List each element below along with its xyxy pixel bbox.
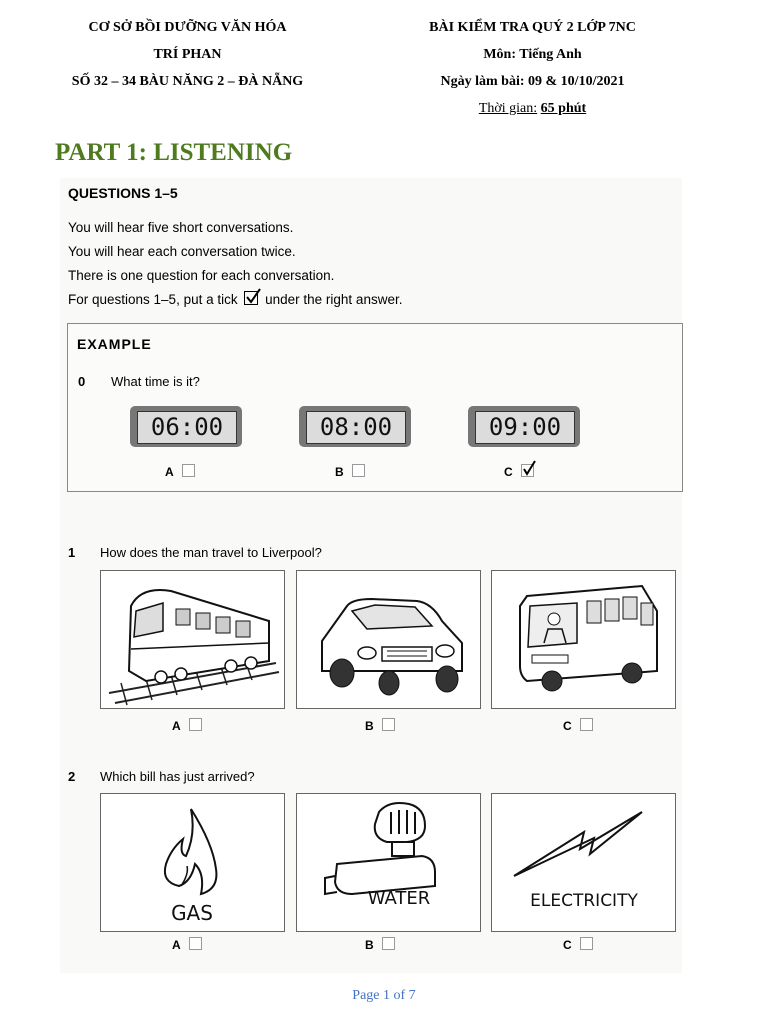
question-1-text: How does the man travel to Liverpool? <box>100 545 322 560</box>
tick-icon <box>244 291 258 305</box>
question-2-number: 2 <box>68 769 76 784</box>
question-2-text: Which bill has just arrived? <box>100 769 255 784</box>
q2-option-a <box>172 937 202 952</box>
school-address: SỐ 32 – 34 BÀU NĂNG 2 – ĐÀ NẴNG <box>71 74 304 89</box>
option-label: C <box>563 719 572 733</box>
option-c-checkbox[interactable] <box>580 718 593 731</box>
example-box <box>67 323 683 492</box>
option-label: C <box>504 465 513 479</box>
school-name-line2: TRÍ PHAN <box>153 47 222 62</box>
instruction-line: There is one question for each conversation. <box>68 268 335 283</box>
option-c-checkbox[interactable] <box>580 937 593 950</box>
tick-instruction-before: For questions 1–5, put a tick <box>68 292 238 307</box>
bus-image <box>491 570 676 709</box>
option-label: C <box>563 938 572 952</box>
train-icon <box>101 571 284 708</box>
option-a-checkbox[interactable] <box>189 718 202 731</box>
example-title: EXAMPLE <box>77 336 152 352</box>
instruction-line: You will hear five short conversations. <box>68 220 294 235</box>
tick-instruction <box>68 291 402 307</box>
clock-a-display: 06:00 <box>137 411 237 444</box>
car-image <box>296 570 481 709</box>
option-label: B <box>365 719 374 733</box>
option-a-checkbox[interactable] <box>182 464 195 477</box>
option-b-checkbox[interactable] <box>382 937 395 950</box>
car-icon <box>297 571 480 708</box>
time-value: 65 phút <box>540 101 587 116</box>
exam-header <box>400 14 665 122</box>
q1-option-b <box>365 718 395 733</box>
water-image <box>296 793 481 932</box>
school-name-line1: CƠ SỞ BỒI DƯỠNG VĂN HÓA <box>88 20 287 35</box>
tap-icon <box>297 794 480 931</box>
train-image <box>100 570 285 709</box>
example-question: What time is it? <box>111 374 200 389</box>
example-option-a <box>165 464 195 479</box>
page-number: Page 1 of 7 <box>352 988 416 1003</box>
q1-option-c <box>563 718 593 733</box>
option-label: A <box>172 719 181 733</box>
scanned-exam-page <box>60 178 682 973</box>
time-label: Thời gian: <box>478 101 538 116</box>
clock-b-image <box>299 406 411 447</box>
exam-time <box>400 95 665 122</box>
option-label: A <box>165 465 174 479</box>
option-b-checkbox[interactable] <box>352 464 365 477</box>
exam-title: BÀI KIỂM TRA QUÝ 2 LỚP 7NC <box>429 20 636 35</box>
gas-label: GAS <box>171 901 213 925</box>
questions-title: QUESTIONS 1–5 <box>68 185 178 201</box>
instruction-line: You will hear each conversation twice. <box>68 244 296 259</box>
clock-c-image <box>468 406 580 447</box>
part-title: PART 1: LISTENING <box>55 139 293 166</box>
option-b-checkbox[interactable] <box>382 718 395 731</box>
clock-b-display: 08:00 <box>306 411 406 444</box>
option-label: B <box>335 465 344 479</box>
example-option-c <box>504 464 534 479</box>
q2-option-c <box>563 937 593 952</box>
option-label: B <box>365 938 374 952</box>
bus-icon <box>492 571 675 708</box>
electricity-label: ELECTRICITY <box>530 891 638 911</box>
clock-a-image <box>130 406 242 447</box>
exam-date: Ngày làm bài: 09 & 10/10/2021 <box>440 74 625 89</box>
flame-icon <box>101 794 284 931</box>
exam-subject: Môn: Tiếng Anh <box>483 47 582 62</box>
school-header <box>40 14 335 95</box>
clock-c-display: 09:00 <box>475 411 575 444</box>
example-number: 0 <box>78 374 86 389</box>
q2-option-b <box>365 937 395 952</box>
option-c-checkbox[interactable] <box>521 464 534 477</box>
option-a-checkbox[interactable] <box>189 937 202 950</box>
tick-instruction-after: under the right answer. <box>265 292 403 307</box>
example-option-b <box>335 464 365 479</box>
q1-option-a <box>172 718 202 733</box>
water-label: WATER <box>367 888 431 909</box>
lightning-icon <box>492 794 675 931</box>
electricity-image <box>491 793 676 932</box>
option-label: A <box>172 938 181 952</box>
question-1-number: 1 <box>68 545 76 560</box>
gas-image <box>100 793 285 932</box>
